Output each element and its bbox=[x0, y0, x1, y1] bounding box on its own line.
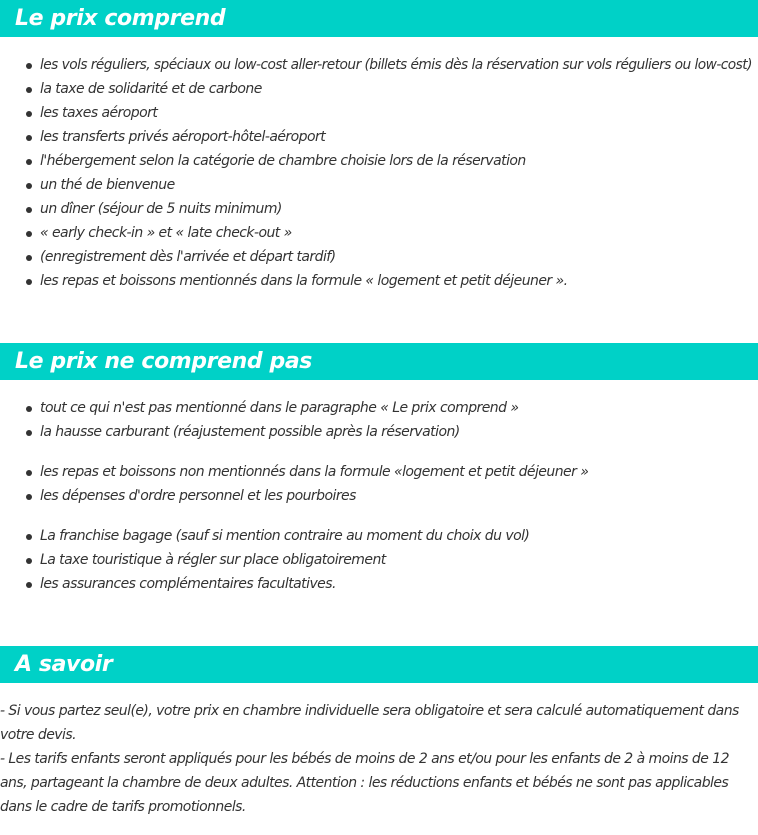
info-paragraph: - Si vous partez seul(e), votre prix en chambre individuelle sera obligatoire et sera calculé automatiquement dans votre devis. bbox=[0, 703, 739, 743]
list-item: tout ce qui n'est pas mentionné dans le paragraphe « Le prix comprend » bbox=[0, 396, 518, 420]
list-item: les dépenses d'ordre personnel et les pourboires bbox=[0, 484, 588, 508]
list-item: la hausse carburant (réajustement possible après la réservation) bbox=[0, 420, 518, 444]
list-item: les vols réguliers, spéciaux ou low-cost aller-retour (billets émis dès la réservation sur vols réguliers ou low-cost) bbox=[0, 53, 752, 77]
list-item: les assurances complémentaires facultatives. bbox=[0, 572, 529, 596]
info-paragraph: - Les tarifs enfants seront appliqués pour les bébés de moins de 2 ans et/ou pour les enfants de 2 à moins de 12 ans, partageant la chambre de deux adultes. Attention : les réductions enfants et bébés ne sont pas applicables dans le cadre de tarifs promotionnels. bbox=[0, 751, 729, 815]
list-item: les repas et boissons mentionnés dans la formule « logement et petit déjeuner ». bbox=[0, 269, 752, 293]
excluded-list-group-3 bbox=[0, 524, 529, 596]
included-list bbox=[0, 53, 752, 293]
list-item: la taxe de solidarité et de carbone bbox=[0, 77, 752, 101]
list-item: les transferts privés aéroport-hôtel-aéroport bbox=[0, 125, 752, 149]
list-item: La franchise bagage (sauf si mention contraire au moment du choix du vol) bbox=[0, 524, 529, 548]
section-header-included bbox=[0, 0, 758, 37]
list-item: (enregistrement dès l'arrivée et départ tardif) bbox=[0, 245, 752, 269]
list-item: La taxe touristique à régler sur place obligatoirement bbox=[0, 548, 529, 572]
excluded-list-group-2 bbox=[0, 460, 588, 508]
excluded-list-group-1 bbox=[0, 396, 518, 444]
section-title-info: A savoir bbox=[15, 652, 113, 677]
section-title-excluded: Le prix ne comprend pas bbox=[15, 349, 312, 374]
list-item: les taxes aéroport bbox=[0, 101, 752, 125]
section-title-included: Le prix comprend bbox=[15, 6, 226, 31]
section-header-info bbox=[0, 646, 758, 683]
list-item: l'hébergement selon la catégorie de chambre choisie lors de la réservation bbox=[0, 149, 752, 173]
list-item: les repas et boissons non mentionnés dans la formule «logement et petit déjeuner » bbox=[0, 460, 588, 484]
list-item: un thé de bienvenue bbox=[0, 173, 752, 197]
section-header-excluded bbox=[0, 343, 758, 380]
info-notes bbox=[0, 699, 756, 819]
list-item: un dîner (séjour de 5 nuits minimum) bbox=[0, 197, 752, 221]
list-item: « early check-in » et « late check-out » bbox=[0, 221, 752, 245]
